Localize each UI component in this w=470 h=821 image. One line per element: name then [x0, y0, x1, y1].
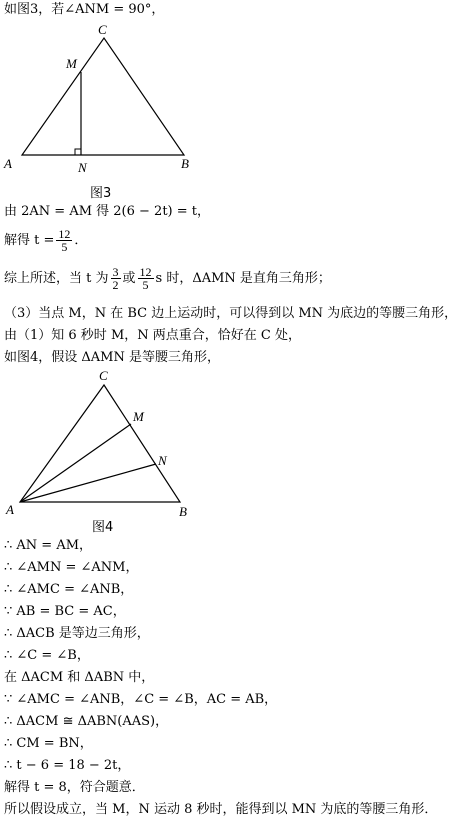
label-m-fig3: M	[66, 56, 77, 71]
proof-line-9: ∴ ΔACM ≅ ΔABN(AAS)，	[4, 714, 169, 729]
proof-line-7: 在 ΔACM 和 ΔABN 中，	[4, 670, 155, 685]
text-line-part3: （3）当点 M，N 在 BC 边上运动时，可以得到以 MN 为底边的等腰三角形，	[4, 306, 458, 321]
right-angle-mark-fig3	[75, 149, 81, 155]
fraction-denominator: 2	[112, 278, 119, 292]
figure-3-caption: 图3	[90, 186, 112, 201]
text-line-figure3-intro: 如图3，若∠ANM = 90°，	[4, 2, 165, 17]
text-line-equation: 由 2AN = AM 得 2(6 − 2t) = t，	[4, 204, 211, 219]
text-line-summary	[4, 266, 331, 292]
solve-suffix: ．	[74, 233, 88, 248]
proof-line-2: ∴ ∠AMN = ∠ANM，	[4, 560, 139, 575]
fraction-3-2	[111, 266, 121, 291]
proof-line-13: 所以假设成立，当 M，N 运动 8 秒时，能得到以 MN 为底的等腰三角形．	[4, 802, 438, 817]
fraction-numerator: 3	[112, 265, 119, 279]
fraction-denominator: 5	[61, 240, 68, 254]
label-c-fig3: C	[98, 22, 107, 37]
proof-line-3: ∴ ∠AMC = ∠ANB，	[4, 582, 134, 597]
summary-part-c: s 时，ΔAMN 是直角三角形；	[155, 271, 331, 286]
summary-part-b: 或	[122, 271, 136, 286]
fraction-12-5-b	[138, 266, 154, 291]
fraction-12-5	[56, 228, 72, 253]
label-b-fig4: B	[179, 504, 187, 518]
segment-an-fig4	[20, 464, 156, 502]
figure-4-caption: 图4	[92, 520, 114, 535]
proof-line-6: ∴ ∠C = ∠B，	[4, 648, 90, 663]
label-a-fig3: A	[4, 156, 12, 171]
fraction-numerator: 12	[58, 227, 71, 241]
fraction-denominator: 5	[142, 278, 149, 292]
summary-part-a: 综上所述，当 t 为	[4, 271, 109, 286]
proof-line-10: ∴ CM = BN，	[4, 736, 93, 751]
fraction-numerator: 12	[139, 265, 152, 279]
solve-prefix: 解得 t =	[4, 233, 55, 248]
figure-3-diagram	[0, 18, 220, 180]
triangle-abc-fig3	[22, 38, 184, 155]
proof-line-8: ∵ ∠AMC = ∠ANB，∠C = ∠B，AC = AB，	[4, 692, 278, 707]
label-m-fig4: M	[133, 409, 144, 424]
label-a-fig4: A	[6, 502, 14, 517]
proof-line-4: ∵ AB = BC = AC，	[4, 604, 126, 619]
label-n-fig4: N	[158, 453, 167, 468]
figure-4-diagram	[0, 368, 220, 518]
text-line-solve-t	[4, 228, 87, 253]
proof-line-1: ∴ AN = AM，	[4, 538, 93, 553]
label-n-fig3: N	[78, 160, 87, 175]
proof-line-5: ∴ ΔACB 是等边三角形，	[4, 626, 150, 641]
text-line-part3-from1: 由（1）知 6 秒时 M，N 两点重合，恰好在 C 处，	[4, 328, 301, 343]
text-line-figure4-intro: 如图4，假设 ΔAMN 是等腰三角形，	[4, 350, 220, 365]
label-c-fig4: C	[99, 368, 108, 383]
proof-line-12: 解得 t = 8，符合题意．	[4, 780, 145, 795]
proof-line-11: ∴ t − 6 = 18 − 2t，	[4, 758, 131, 773]
segment-am-fig4	[20, 424, 131, 502]
label-b-fig3: B	[181, 156, 189, 171]
